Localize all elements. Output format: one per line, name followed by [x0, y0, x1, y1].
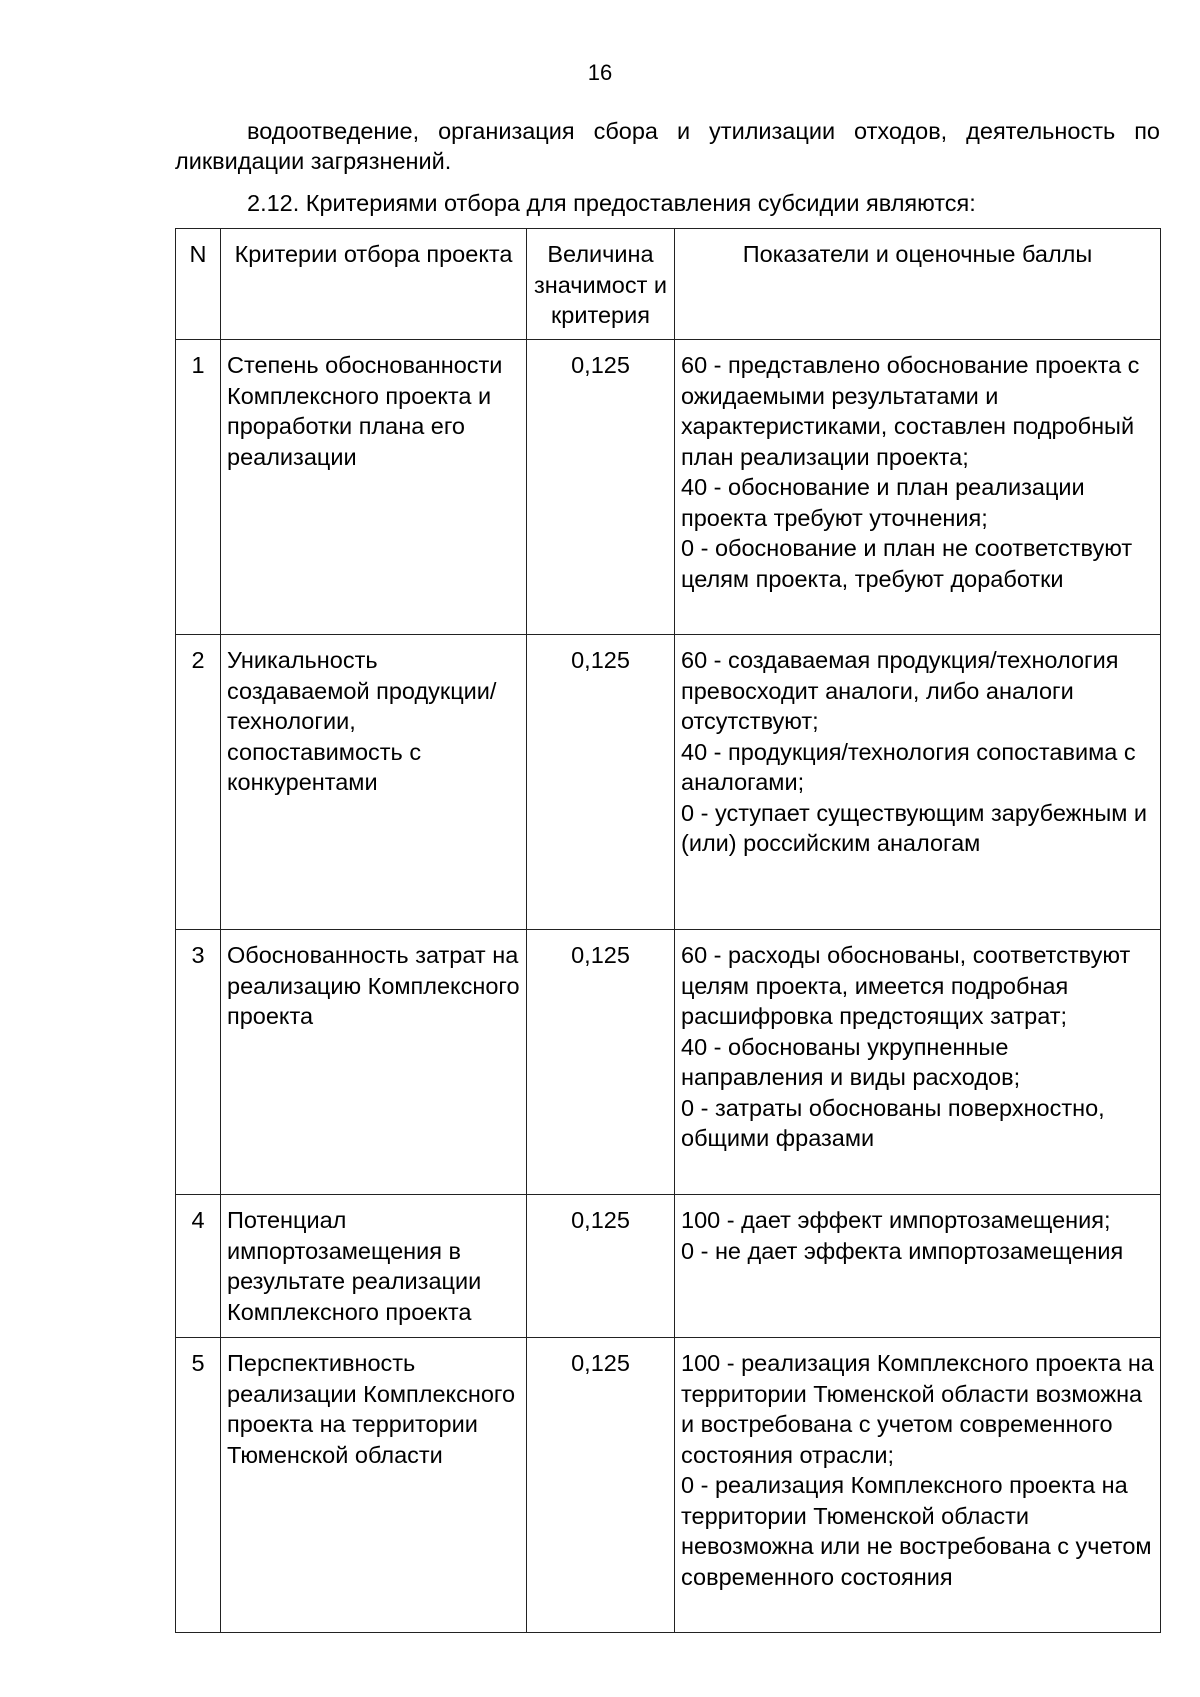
- row-criteria: Степень обоснованности Комплексного проекта и проработки плана его реализации: [221, 340, 527, 635]
- row-number: 5: [176, 1338, 221, 1633]
- row-criteria: Уникальность создаваемой продукции/технологии, сопоставимость с конкурентами: [221, 635, 527, 930]
- row-number: 4: [176, 1195, 221, 1338]
- indicator-line: 60 - представлено обоснование проекта с ожидаемыми результатами и характеристиками, составлен подробный план реализации проекта;: [681, 352, 1140, 470]
- table-row: [176, 340, 1161, 635]
- intro-paragraph-continuation: водоотведение, организация сбора и утилизации отходов, деятельность по ликвидации загрязнений.: [175, 118, 1160, 174]
- page-number: 16: [587, 60, 613, 85]
- table-row: [176, 635, 1161, 930]
- intro-paragraph-criteria-lead: 2.12. Критериями отбора для предоставления субсидии являются:: [247, 190, 976, 216]
- indicator-line: 0 - уступает существующим зарубежным и (или) российским аналогам: [681, 799, 1148, 856]
- intro-text: [175, 116, 1160, 218]
- indicator-line: 0 - обоснование и план не соответствуют целям проекта, требуют доработки: [681, 535, 1133, 592]
- indicator-line: 0 - реализация Комплексного проекта на территории Тюменской области невозможна или не востребована с учетом современного состояния: [681, 1472, 1152, 1590]
- header-indicators: Показатели и оценочные баллы: [675, 229, 1161, 340]
- header-criteria: Критерии отбора проекта: [221, 229, 527, 340]
- row-number: 2: [176, 635, 221, 930]
- row-indicators: [675, 1195, 1161, 1338]
- row-indicators: [675, 930, 1161, 1195]
- indicator-line: 60 - создаваемая продукция/технология превосходит аналоги, либо аналоги отсутствуют;: [681, 647, 1119, 734]
- row-weight: 0,125: [527, 340, 675, 635]
- row-indicators: [675, 635, 1161, 930]
- table-row: [176, 1338, 1161, 1633]
- indicator-line: 0 - затраты обоснованы поверхностно, общими фразами: [681, 1094, 1105, 1151]
- table-header-row: [176, 229, 1161, 340]
- row-weight: 0,125: [527, 1195, 675, 1338]
- row-weight: 0,125: [527, 930, 675, 1195]
- indicator-line: 40 - обоснование и план реализации проекта требуют уточнения;: [681, 474, 1085, 531]
- row-weight: 0,125: [527, 635, 675, 930]
- table-row: [176, 1195, 1161, 1338]
- indicator-line: 100 - реализация Комплексного проекта на территории Тюменской области возможна и востребована с учетом современного состояния отрасли;: [681, 1350, 1154, 1468]
- row-indicators: [675, 340, 1161, 635]
- indicator-line: 100 - дает эффект импортозамещения;: [681, 1207, 1111, 1233]
- row-indicators: [675, 1338, 1161, 1633]
- header-number: N: [176, 229, 221, 340]
- row-criteria: Потенциал импортозамещения в результате реализации Комплексного проекта: [221, 1195, 527, 1338]
- row-criteria: Перспективность реализации Комплексного проекта на территории Тюменской области: [221, 1338, 527, 1633]
- row-number: 1: [176, 340, 221, 635]
- header-weight: Величина значимост и критерия: [527, 229, 675, 340]
- indicator-line: 40 - продукция/технология сопоставима с аналогами;: [681, 738, 1136, 795]
- indicator-line: 0 - не дает эффекта импортозамещения: [681, 1237, 1124, 1264]
- row-number: 3: [176, 930, 221, 1195]
- row-weight: 0,125: [527, 1338, 675, 1633]
- indicator-line: 60 - расходы обоснованы, соответствуют целям проекта, имеется подробная расшифровка предстоящих затрат;: [681, 942, 1131, 1029]
- table-row: [176, 930, 1161, 1195]
- indicator-line: 40 - обоснованы укрупненные направления и виды расходов;: [681, 1033, 1021, 1090]
- row-criteria: Обоснованность затрат на реализацию Комплексного проекта: [221, 930, 527, 1195]
- criteria-table: [175, 228, 1161, 1633]
